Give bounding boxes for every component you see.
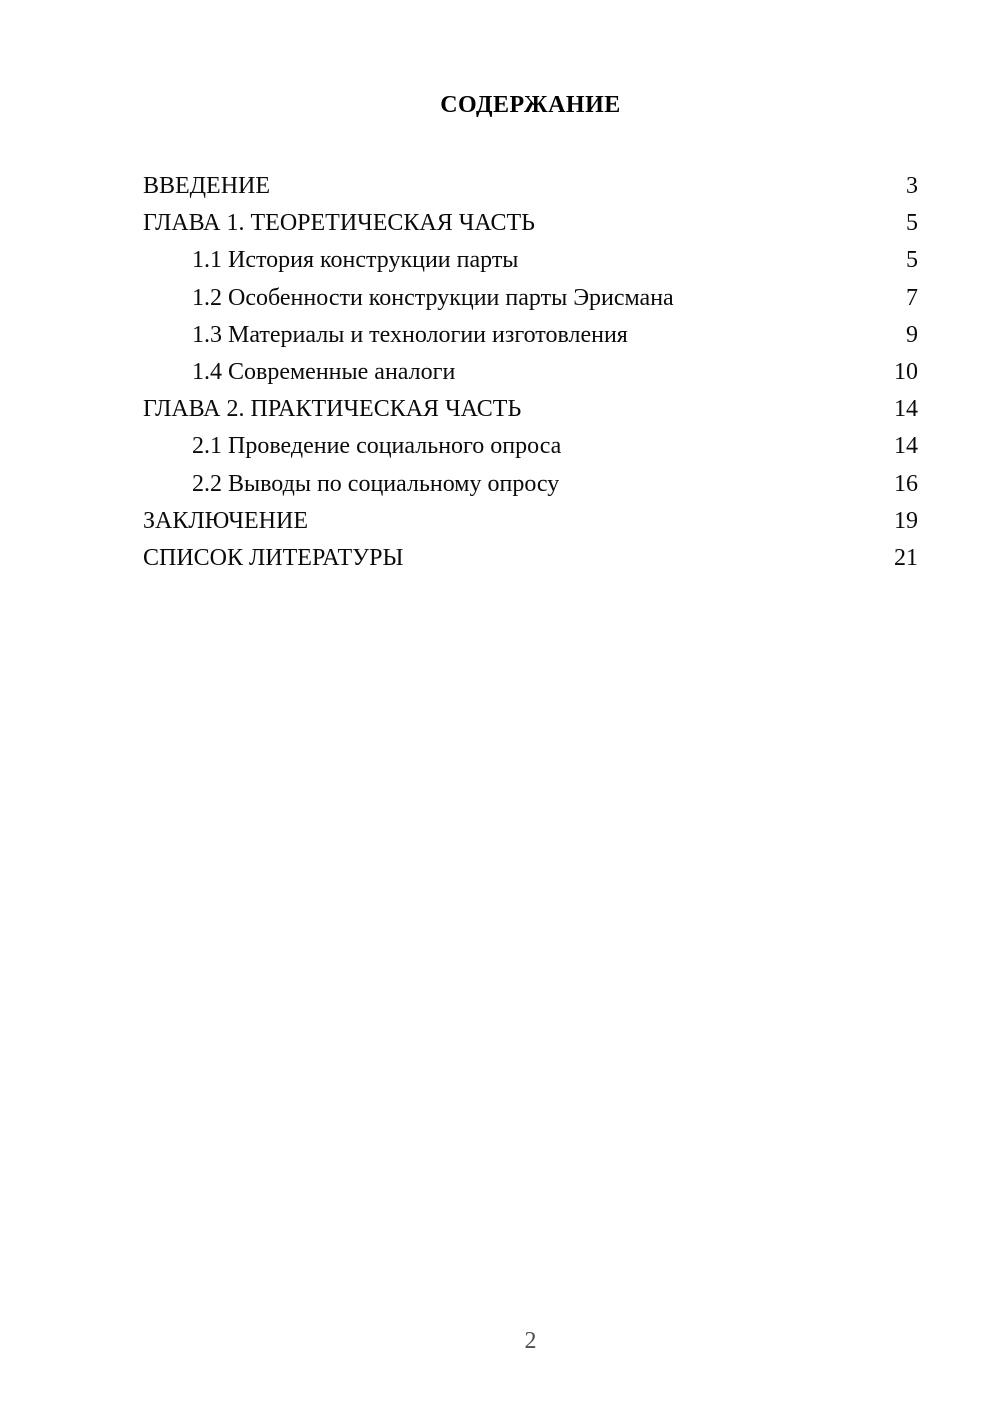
toc-entry-page-number: 14 [894,396,918,423]
toc-entry [143,354,918,391]
toc-entry-page-number: 3 [906,173,918,199]
toc-entry-label: 2.1 Проведение социального опроса [192,433,562,460]
toc-entry-label: ВВЕДЕНИЕ [143,173,271,199]
page-title: СОДЕРЖАНИЕ [440,92,621,118]
toc-entry-label: ГЛАВА 1. ТЕОРЕТИЧЕСКАЯ ЧАСТЬ [143,210,535,237]
toc-entry-label: ЗАКЛЮЧЕНИЕ [143,507,308,534]
toc-entry-label: 1.4 Современные аналоги [192,358,456,385]
toc-entry [143,466,918,503]
toc-entry [143,391,918,428]
toc-entry-page-number: 5 [906,247,918,274]
toc-entry-label: 2.2 Выводы по социальному опросу [192,470,560,497]
table-of-contents [143,168,918,577]
toc-entry [143,540,918,577]
toc-entry [143,205,918,242]
toc-entry-page-number: 19 [894,507,918,534]
toc-entry [143,280,918,317]
toc-entry-label: 1.1 История конструкции парты [192,247,519,274]
page-number: 2 [524,1328,537,1354]
toc-entry [143,242,918,279]
toc-entry [143,317,918,354]
toc-entry-page-number: 14 [894,433,918,460]
toc-entry-page-number: 10 [894,358,918,385]
toc-entry-label: СПИСОК ЛИТЕРАТУРЫ [143,544,404,571]
toc-entry-page-number: 16 [894,470,918,497]
toc-entry-page-number: 9 [906,321,918,348]
toc-entry-label: ГЛАВА 2. ПРАКТИЧЕСКАЯ ЧАСТЬ [143,396,522,423]
toc-entry-label: 1.3 Материалы и технологии изготовления [192,321,628,348]
toc-entry-page-number: 7 [906,284,918,311]
toc-entry-label: 1.2 Особенности конструкции парты Эрисмана [192,284,674,311]
toc-entry [143,503,918,540]
toc-entry-page-number: 21 [894,544,918,571]
toc-entry [143,428,918,465]
toc-entry [143,168,918,205]
toc-entry-page-number: 5 [906,210,918,237]
